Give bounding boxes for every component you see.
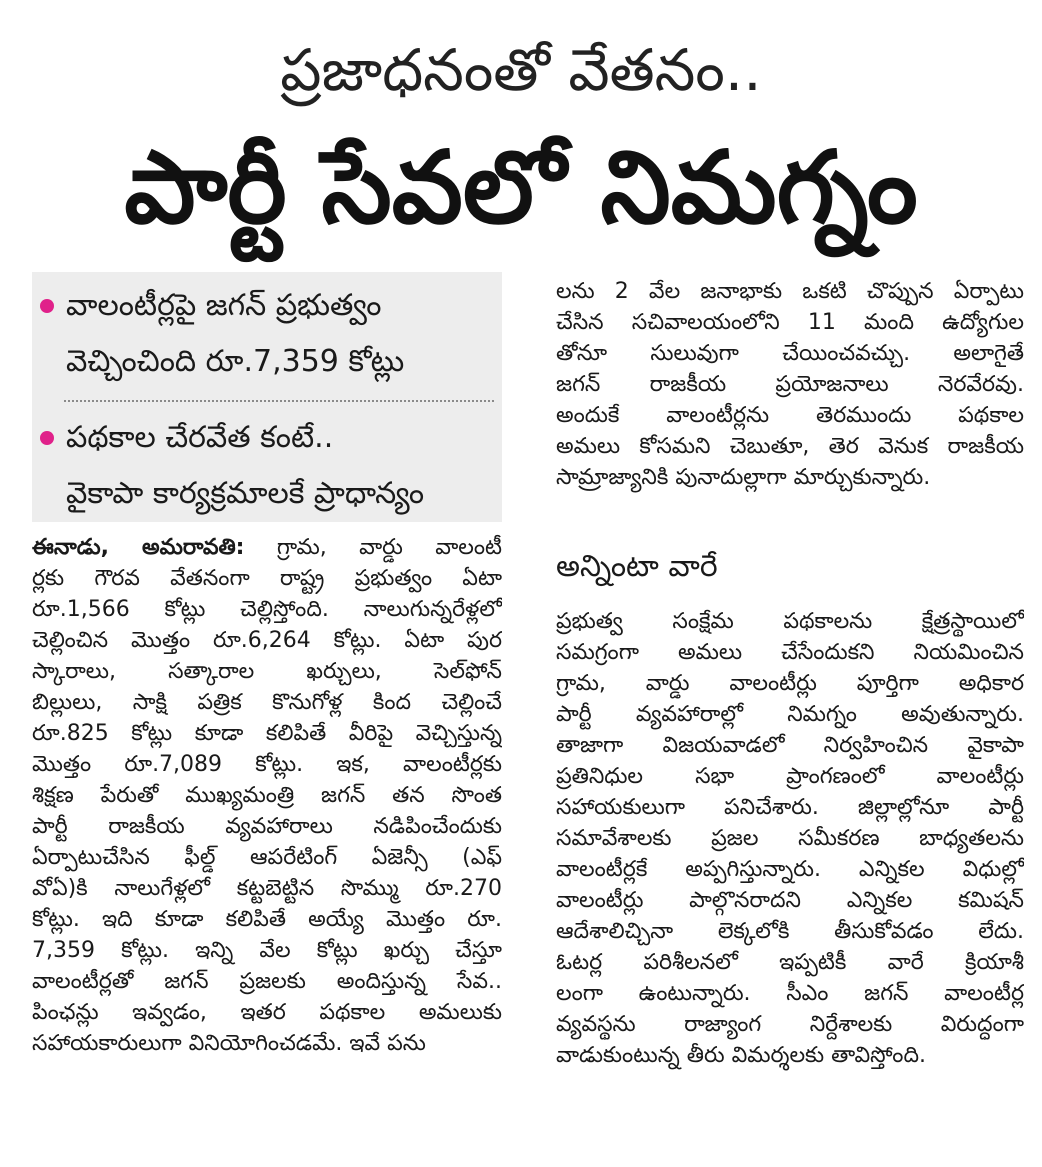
body-line: వ్యవస్థను రాజ్యాంగ నిర్దేశాలకు విరుద్ధంగా [556, 1012, 1024, 1037]
dateline: ఈనాడు, అమరావతి: [32, 535, 245, 560]
body-line: గ్రామ, వార్డు వాలంటీర్లు పూర్తిగా అధికార [556, 671, 1024, 696]
body-line: అమలు కోసమని చెబుతూ, తెర వెనుక రాజకీయ [556, 434, 1024, 459]
body-line: శిక్షణ పేరుతో ముఖ్యమంత్రి జగన్ తన సొంత [32, 783, 502, 808]
highlight-item [40, 278, 495, 390]
headline-main: పార్టీ సేవలో నిమగ్నం [124, 129, 918, 246]
body-column-right-top [556, 276, 1024, 493]
body-line: పార్టీ వ్యవహారాల్లో నిమగ్నం అవుతున్నారు. [556, 702, 1024, 727]
highlight-line: వైకాపా కార్యక్రమాలకే ప్రాధాన్యం [66, 476, 425, 511]
bullet-dot-icon [40, 299, 54, 313]
highlight-item [40, 410, 495, 522]
body-line: వాలంటీర్లతో జగన్ ప్రజలకు అందిస్తున్న సేవ.. [32, 969, 502, 994]
body-line: మొత్తం రూ.7,089 కోట్లు. ఇక, వాలంటీర్లకు [32, 752, 502, 777]
body-line: సమావేశాలకు ప్రజల సమీకరణ బాధ్యతలను [556, 826, 1024, 851]
body-line: వాలంటీర్లకే అప్పగిస్తున్నారు. ఎన్నికల విధుల్లో [556, 857, 1024, 882]
body-line: ప్రతినిధుల సభా ప్రాంగణంలో వాలంటీర్లు [556, 764, 1024, 789]
headline-kicker: ప్రజాధనంతో వేతనం.. [280, 36, 762, 104]
body-line: లను 2 వేల జనాభాకు ఒకటి చొప్పున ఏర్పాటు [556, 279, 1024, 304]
body-line: జగన్ రాజకీయ ప్రయోజనాలు నెరవేరవు. [556, 372, 1024, 397]
body-line: పింఛన్లు ఇవ్వడం, ఇతర పథకాల అమలుకు [32, 1000, 502, 1025]
highlights-box [32, 272, 502, 522]
body-text: గ్రామ, వార్డు వాలంటీ [244, 535, 502, 560]
body-first-line [32, 532, 502, 563]
body-line: 7,359 కోట్లు. ఇన్ని వేల కోట్లు ఖర్చు చేస్తూ [32, 938, 502, 963]
body-line: ర్లకు గౌరవ వేతనంగా రాష్ట్ర ప్రభుత్వం ఏటా [32, 566, 502, 591]
body-line: ఆదేశాలిచ్చినా లెక్కలోకి తీసుకోవడం లేదు. [556, 919, 1024, 944]
body-line: ప్రభుత్వ సంక్షేమ పథకాలను క్షేత్రస్థాయిలో [556, 609, 1024, 634]
body-line: ఏర్పాటుచేసిన ఫీల్డ్ ఆపరేటింగ్ ఏజెన్సీ (ఎఫ్ [32, 845, 502, 870]
body-line: సమగ్రంగా అమలు చేసేందుకని నియమించిన [556, 640, 1024, 665]
body-line: పార్టీ రాజకీయ వ్యవహారాలు నడిపించేందుకు [32, 814, 502, 839]
body-line: సహాయకారులుగా వినియోగించడమే. ఇవే పను [32, 1031, 426, 1056]
body-line: రూ.825 కోట్లు కూడా కలిపితే వీరిపై వెచ్చిస్తున్న [32, 721, 502, 746]
highlight-line: వెచ్చించింది రూ.7,359 కోట్లు [66, 344, 405, 379]
body-line: తాజాగా విజయవాడలో నిర్వహించిన వైకాపా [556, 733, 1024, 758]
body-column-left [32, 532, 502, 1059]
body-column-right-bottom [556, 606, 1024, 1071]
body-line: కోట్లు. ఇది కూడా కలిపితే అయ్యే మొత్తం రూ. [32, 907, 502, 932]
body-line: బిల్లులు, సాక్షి పత్రిక కొనుగోళ్ల కింద చెల్లించే [32, 690, 502, 715]
body-line: చేసిన సచివాలయంలోని 11 మంది ఉద్యోగుల [556, 310, 1024, 335]
bullet-dot-icon [40, 431, 54, 445]
body-line: సామ్రాజ్యానికి పునాదుల్లాగా మార్చుకున్నారు. [556, 465, 931, 490]
body-line: చెల్లించిన మొత్తం రూ.6,264 కోట్లు. ఏటా పుర [32, 628, 502, 653]
body-line: వోఏ)కి నాలుగేళ్లలో కట్టబెట్టిన సొమ్ము రూ.270 [32, 876, 502, 901]
body-line: వాలంటీర్లు పాల్గొనరాదని ఎన్నికల కమిషన్ [556, 888, 1024, 913]
body-line: అందుకే వాలంటీర్లను తెరముందు పథకాల [556, 403, 1024, 428]
body-line: లంగా ఉంటున్నారు. సీఎం జగన్ వాలంటీర్ల [556, 981, 1024, 1006]
highlight-divider [64, 400, 494, 402]
body-line: ఓటర్ల పరిశీలనలో ఇప్పటికీ వారే క్రియాశీ [556, 950, 1024, 975]
highlight-line: పథకాల చేరవేత కంటే.. [66, 420, 334, 455]
body-line: సహాయకులుగా పనిచేశారు. జిల్లాల్లోనూ పార్టీ [556, 795, 1024, 820]
body-line: స్కారాలు, సత్కారాల ఖర్చులు, సెల్‌ఫోన్ [32, 659, 502, 684]
subheading: అన్నింటా వారే [556, 549, 718, 584]
body-line: రూ.1,566 కోట్లు చెల్లిస్తోంది. నాలుగున్నరేళ్లలో [32, 597, 502, 622]
body-line: వాడుకుంటున్న తీరు విమర్శలకు తావిస్తోంది. [556, 1043, 926, 1068]
highlight-line: వాలంటీర్లపై జగన్ ప్రభుత్వం [66, 288, 382, 323]
body-line: తోనూ సులువుగా చేయించవచ్చు. అలాగైతే [556, 341, 1024, 366]
